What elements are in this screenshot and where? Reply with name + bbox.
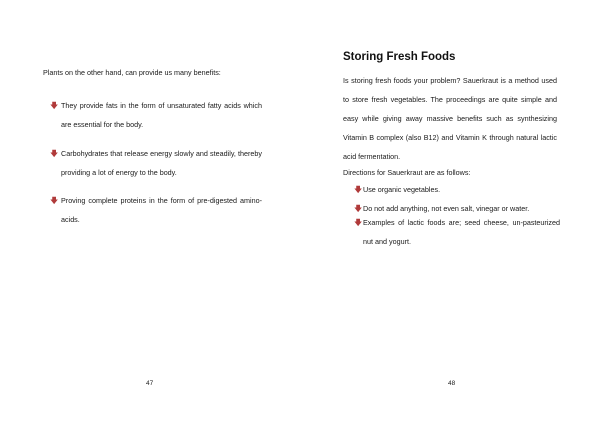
right-page <box>300 0 600 424</box>
right-bullet-item <box>354 180 560 199</box>
arrow-down-icon: 🡇 <box>50 196 59 205</box>
left-bullet-text: Proving complete proteins in the form of pre-digested amino-acids. <box>61 196 262 224</box>
left-intro-text: Plants on the other hand, can provide us many benefits: <box>43 68 221 77</box>
left-bullet-item <box>50 144 262 182</box>
page-number: 47 <box>146 380 154 387</box>
left-bullet-item <box>50 96 262 134</box>
arrow-down-icon: 🡇 <box>354 185 363 194</box>
page-title: Storing Fresh Foods <box>343 51 456 63</box>
arrow-down-icon: 🡇 <box>50 101 59 110</box>
right-bullet-item <box>354 213 560 251</box>
arrow-down-icon: 🡇 <box>354 218 363 227</box>
left-bullet-item <box>50 191 262 229</box>
right-bullet-text: Examples of lactic foods are; seed cheese, un-pasteurized nut and yogurt. <box>363 218 560 246</box>
body-paragraph: Is storing fresh foods your problem? Sauerkraut is a method used to store fresh vegetables. The proceedings are quite simple and easy while giving away massive benefits such as synthesizing Vitamin B complex (also B12) and Vitamin K through natural lactic acid fermentation. <box>343 76 557 161</box>
right-bullet-text: Do not add anything, not even salt, vinegar or water. <box>363 204 530 213</box>
arrow-down-icon: 🡇 <box>50 149 59 158</box>
right-bullet-text: Use organic vegetables. <box>363 185 441 194</box>
arrow-down-icon: 🡇 <box>354 204 363 213</box>
left-bullet-text: They provide fats in the form of unsaturated fatty acids which are essential for the body. <box>61 101 262 129</box>
page-number: 48 <box>448 380 456 387</box>
left-bullet-text: Carbohydrates that release energy slowly and steadily, thereby providing a lot of energy to the body. <box>61 149 262 177</box>
directions-intro: Directions for Sauerkraut are as follows: <box>343 168 471 177</box>
